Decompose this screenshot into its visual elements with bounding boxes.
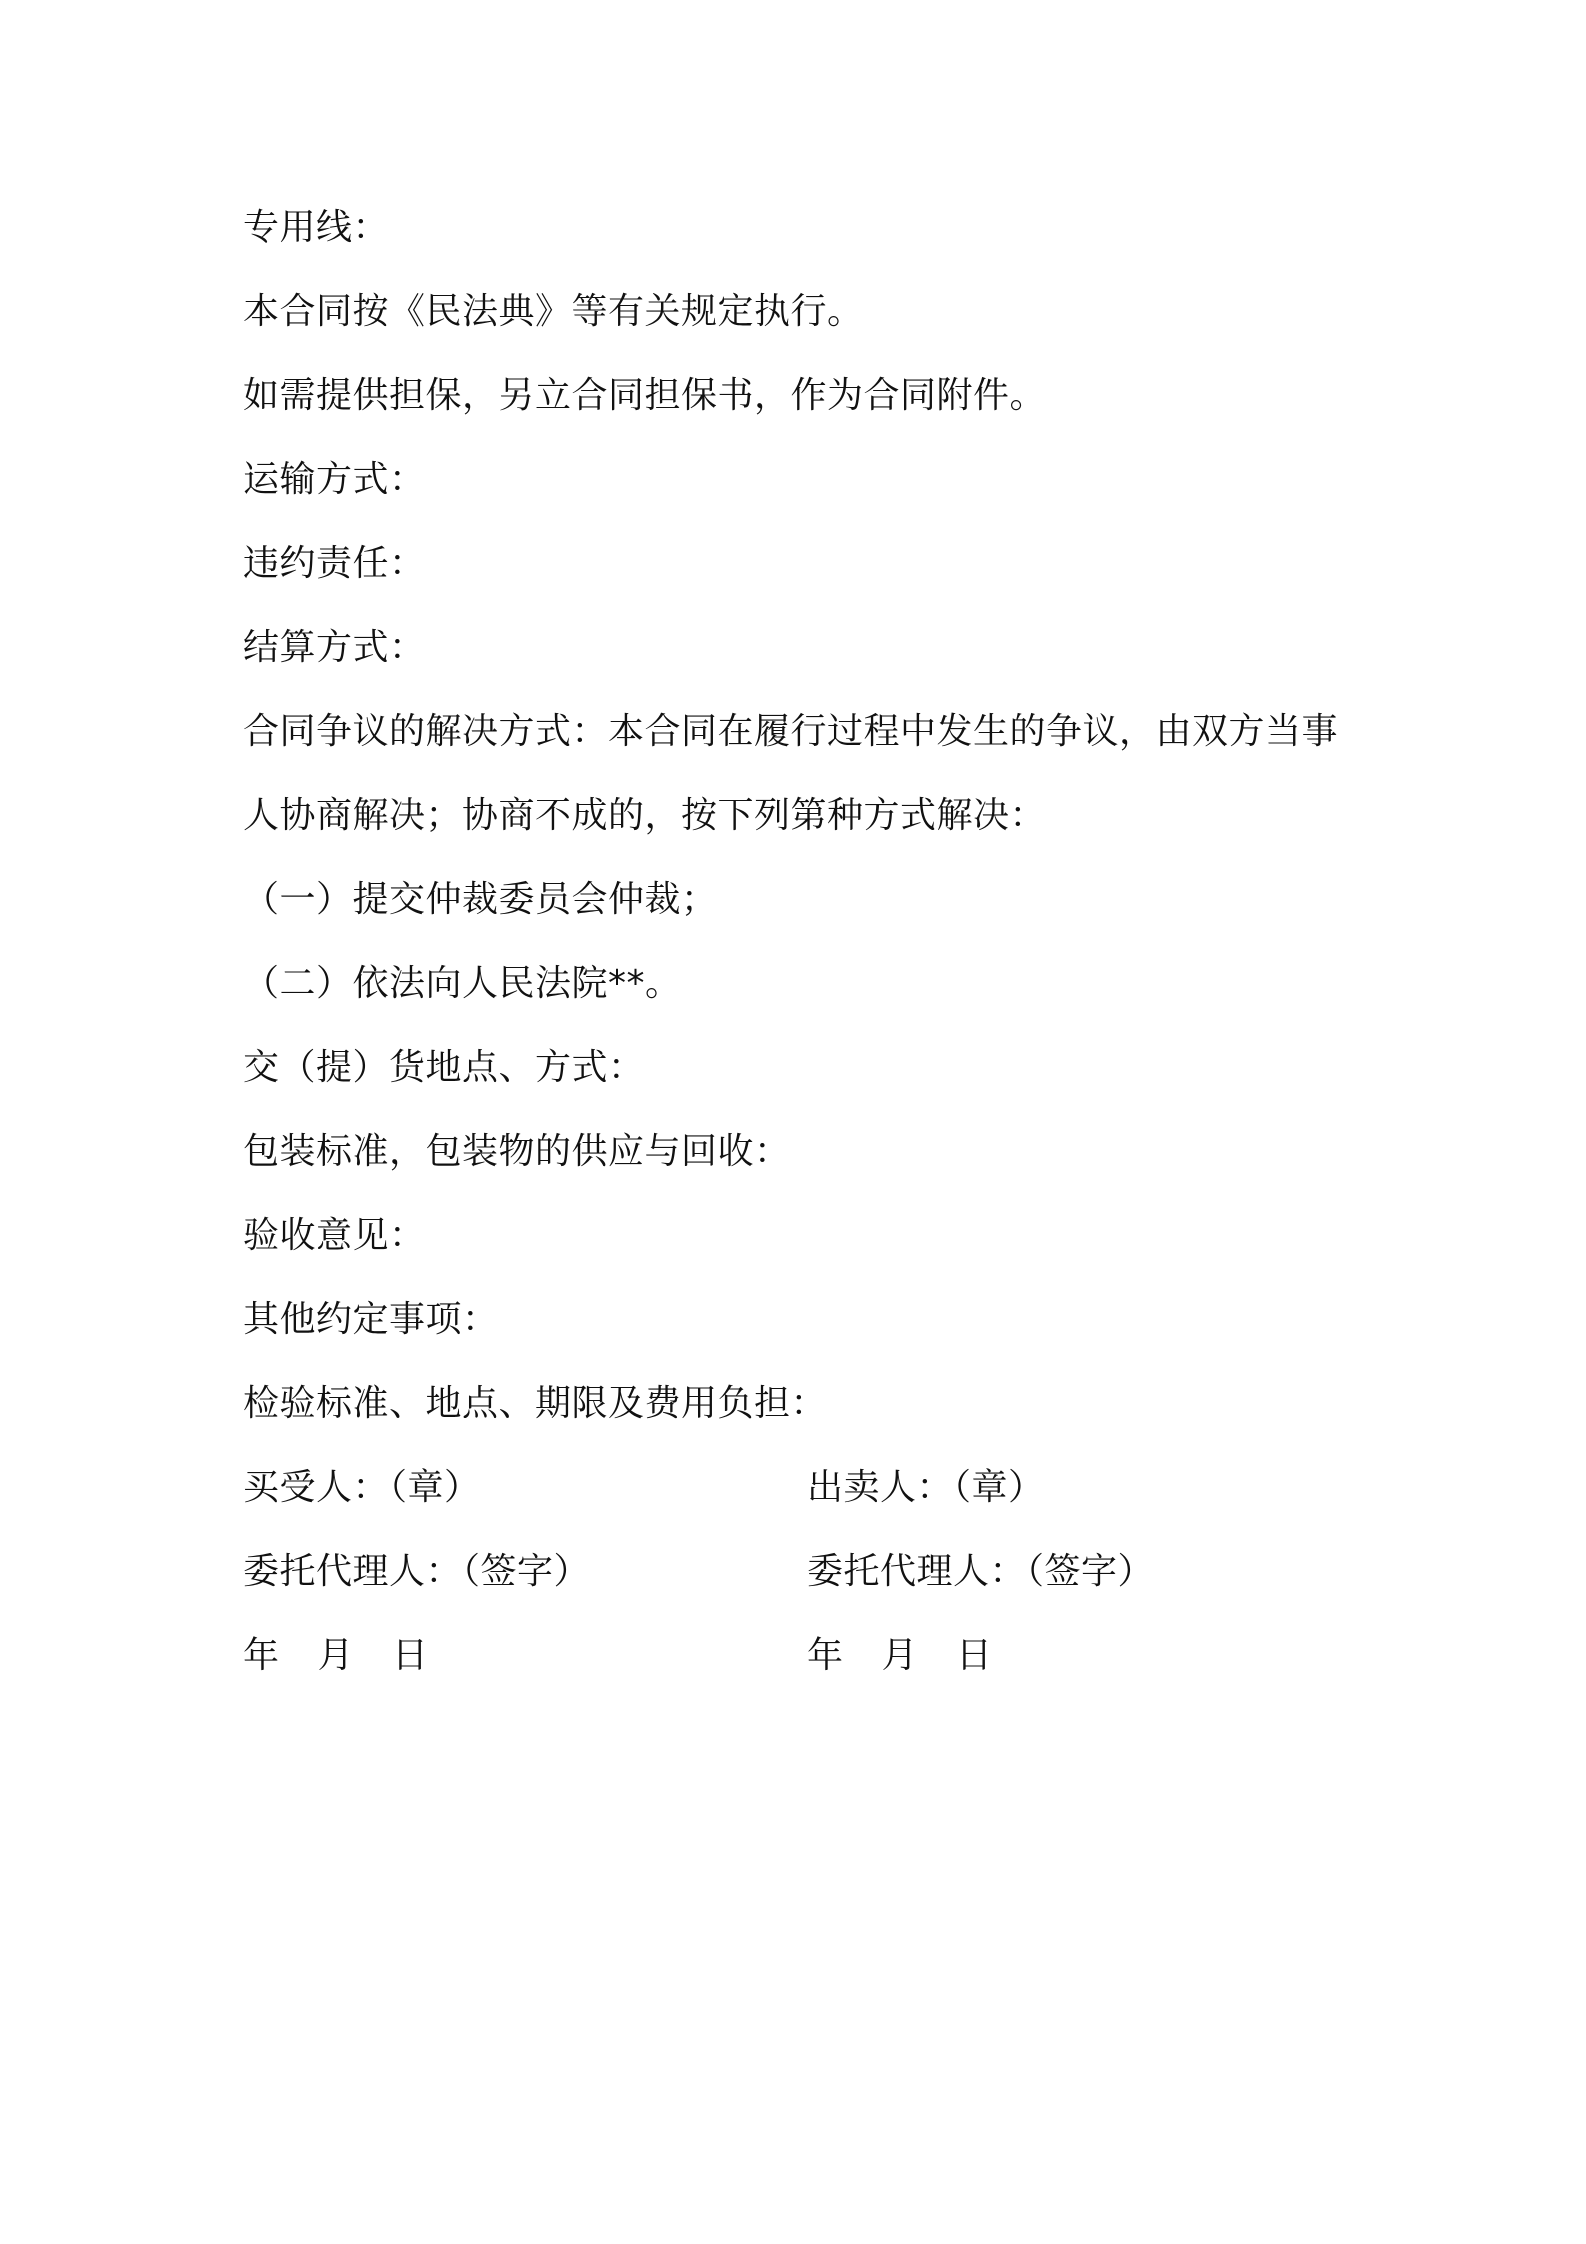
clause-delivery: 交（提）货地点、方式： (243, 1047, 645, 1088)
clause-acceptance: 验收意见： (243, 1215, 426, 1256)
clause-packaging: 包装标准，包装物的供应与回收： (243, 1131, 791, 1172)
seller-date-year: 年 (807, 1635, 844, 1676)
buyer-seal-label: 买受人：（章） (243, 1467, 481, 1508)
clause-transport-method: 运输方式： (243, 459, 426, 500)
clause-inspection: 检验标准、地点、期限及费用负担： (243, 1383, 828, 1424)
clause-liability: 违约责任： (243, 543, 426, 584)
buyer-date-row (243, 1634, 429, 1678)
clause-dispute-option-2: （二）依法向人民法院**。 (243, 963, 682, 1004)
buyer-date-month: 月 (317, 1635, 355, 1676)
buyer-date-year: 年 (243, 1635, 280, 1676)
seller-date-month: 月 (881, 1635, 919, 1676)
clause-other-matters: 其他约定事项： (243, 1299, 499, 1340)
clause-special-line: 专用线： (243, 207, 390, 248)
clause-settlement: 结算方式： (243, 627, 426, 668)
buyer-agent-signature-label: 委托代理人：（签字） (243, 1551, 591, 1592)
clause-guarantee: 如需提供担保，另立合同担保书，作为合同附件。 (243, 375, 1047, 416)
clause-governing-law: 本合同按《民法典》等有关规定执行。 (243, 291, 864, 332)
clause-dispute-option-1: （一）提交仲裁委员会仲裁； (243, 879, 718, 920)
seller-seal-label: 出卖人：（章） (807, 1467, 1045, 1508)
seller-agent-signature-label: 委托代理人：（签字） (807, 1551, 1155, 1592)
seller-date-day: 日 (956, 1635, 993, 1676)
clause-dispute-line-2: 人协商解决；协商不成的，按下列第种方式解决： (243, 795, 1047, 836)
buyer-date-day: 日 (392, 1635, 429, 1676)
seller-date-row (807, 1634, 993, 1678)
clause-dispute-line-1: 合同争议的解决方式：本合同在履行过程中发生的争议，由双方当事 (243, 711, 1339, 752)
